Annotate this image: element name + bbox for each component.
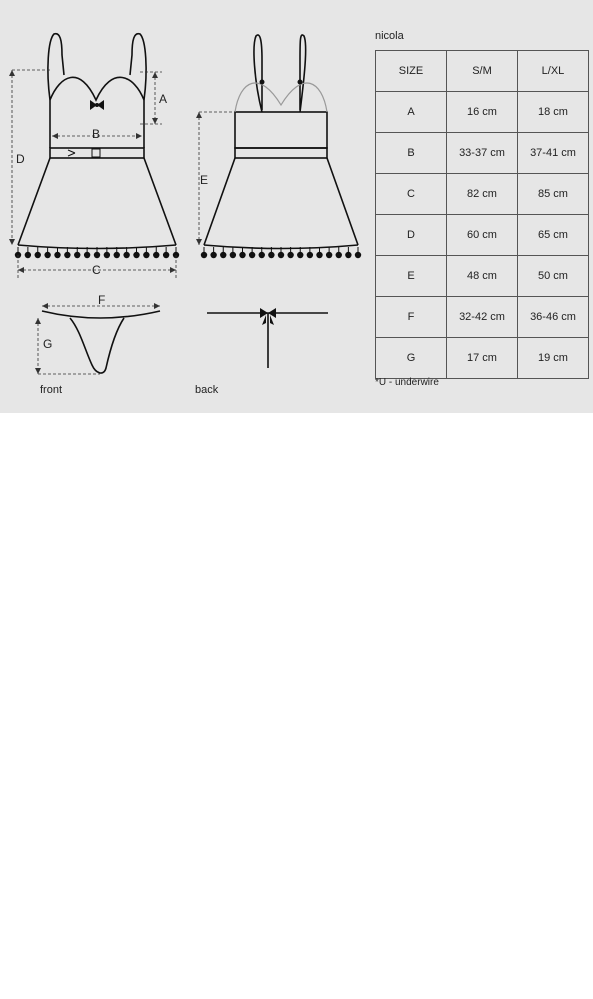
table-cell: C [376,174,447,215]
back-thong [207,313,328,368]
table-cell: B [376,133,447,174]
front-pompom-trim [15,247,179,258]
table-cell: 48 cm [447,256,518,297]
pompom [104,252,110,258]
pompom [94,252,100,258]
table-row [376,338,589,379]
pompom [35,252,41,258]
front-belt-detail [68,149,100,157]
dim-f-label: F [98,293,106,307]
front-left-strap [48,34,64,100]
table-cell: E [376,256,447,297]
back-belt [235,148,327,158]
dim-g-label: G [43,337,53,351]
table-cell: D [376,215,447,256]
pompom [239,252,245,258]
dim-a-label: A [159,92,168,106]
thong-waistband [42,311,160,318]
size-table [375,50,589,379]
pompom [44,252,50,258]
thong-dimensions [38,306,160,374]
front-view-label: front [40,384,63,396]
table-cell: 16 cm [447,92,518,133]
pompom [133,252,139,258]
table-row [376,297,589,338]
table-cell: A [376,92,447,133]
pompom [201,252,207,258]
back-babydoll [204,35,358,249]
table-cell: 37-41 cm [518,133,589,174]
pompom [74,252,80,258]
pompom [114,252,120,258]
table-cell: 60 cm [447,215,518,256]
pompom [143,252,149,258]
pompom [278,252,284,258]
table-cell: 19 cm [518,338,589,379]
table-cell: 85 cm [518,174,589,215]
pompom [287,252,293,258]
dim-b-label: B [92,127,101,141]
pompom [163,252,169,258]
table-cell: 65 cm [518,215,589,256]
table-header-row [376,51,589,92]
back-skirt [204,158,358,245]
pompom [268,252,274,258]
back-cup-outline [235,83,327,112]
table-row [376,174,589,215]
front-skirt [18,158,176,245]
pompom [326,252,332,258]
back-right-strap [300,35,306,112]
back-bodice [235,112,327,148]
header-sm: S/M [447,51,518,92]
front-bow-icon [90,100,104,110]
back-view-label: back [195,384,219,396]
front-right-strap [130,34,146,100]
dim-d-label: D [16,152,25,166]
back-left-strap [254,35,262,112]
pompom [336,252,342,258]
table-cell: 32-42 cm [447,297,518,338]
pompom [259,252,265,258]
table-row [376,256,589,297]
table-cell: G [376,338,447,379]
thong-front-panel [70,318,124,373]
back-strap-dots [260,80,303,85]
footnote: *U - underwire [375,377,439,388]
front-cups [50,77,144,100]
pompom [25,252,31,258]
pompom [355,252,361,258]
dim-e-label: E [200,173,209,187]
product-name: nicola [375,30,404,42]
table-cell: 36-46 cm [518,297,589,338]
header-lxl: L/XL [518,51,589,92]
pompom [153,252,159,258]
front-dimension-arrows [9,70,176,273]
table-cell: 82 cm [447,174,518,215]
table-row [376,215,589,256]
pompom [316,252,322,258]
back-pompom-trim [201,247,361,258]
pompom [84,252,90,258]
pompom [307,252,313,258]
pompom [54,252,60,258]
pompom [64,252,70,258]
dim-c-label: C [92,263,101,277]
pompom [249,252,255,258]
pompom [345,252,351,258]
table-row [376,133,589,174]
table-cell: 17 cm [447,338,518,379]
pompom [230,252,236,258]
pompom [210,252,216,258]
front-thong [42,311,160,373]
table-cell: 33-37 cm [447,133,518,174]
table-cell: F [376,297,447,338]
pompom [123,252,129,258]
pompom [297,252,303,258]
header-size: SIZE [376,51,447,92]
table-cell: 18 cm [518,92,589,133]
table-cell: 50 cm [518,256,589,297]
front-babydoll [18,34,176,249]
table-row [376,92,589,133]
pompom [220,252,226,258]
